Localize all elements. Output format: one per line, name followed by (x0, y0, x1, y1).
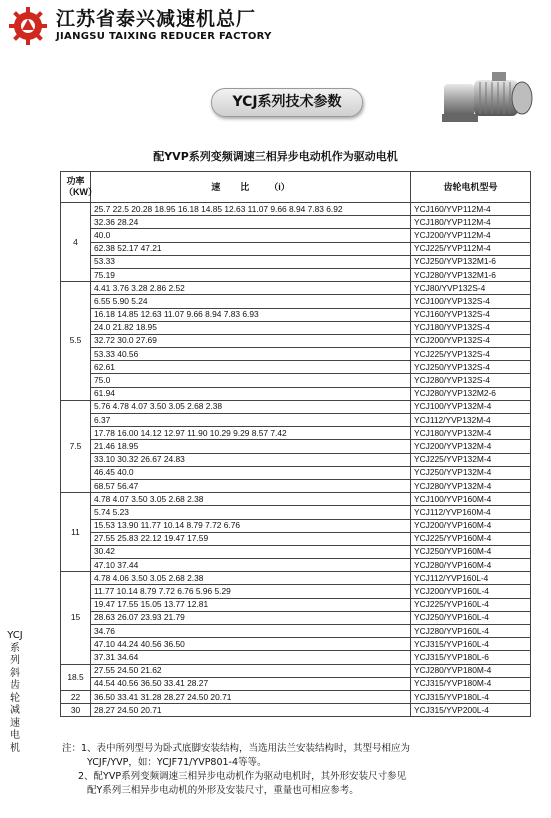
spec-table-body (61, 203, 531, 717)
model-cell: YCJ160/YVP112M-4 (411, 203, 531, 216)
power-cell: 7.5 (61, 400, 91, 492)
model-cell: YCJ280/YVP160L-4 (411, 625, 531, 638)
side-label-char: 斜 (10, 667, 20, 679)
ratio-cell: 47.10 37.44 (91, 559, 411, 572)
table-row (61, 361, 531, 374)
model-cell: YCJ225/YVP160M-4 (411, 532, 531, 545)
power-cell: 5.5 (61, 282, 91, 401)
side-label-char: 速 (10, 717, 20, 729)
table-row (61, 690, 531, 703)
table-row (61, 664, 531, 677)
table-row (61, 519, 531, 532)
model-cell: YCJ200/YVP132S-4 (411, 334, 531, 347)
ratio-cell: 28.27 24.50 20.71 (91, 704, 411, 717)
power-cell: 30 (61, 704, 91, 717)
table-row (61, 638, 531, 651)
ratio-cell: 32.72 30.0 27.69 (91, 334, 411, 347)
side-label-char: 列 (10, 655, 20, 666)
side-label-char: 机 (10, 742, 20, 754)
table-row (61, 559, 531, 572)
company-name-cn: 江苏省泰兴减速机总厂 (56, 8, 257, 30)
model-cell: YCJ200/YVP132M-4 (411, 440, 531, 453)
ratio-cell: 62.38 52.17 47.21 (91, 242, 411, 255)
table-row (61, 387, 531, 400)
table-row (61, 282, 531, 295)
table-row (61, 268, 531, 281)
ratio-cell: 53.33 40.56 (91, 348, 411, 361)
ratio-cell: 21.46 18.95 (91, 440, 411, 453)
model-cell: YCJ225/YVP132M-4 (411, 453, 531, 466)
note-2: 2、配YVP系列变频调速三相异步电动机作为驱动电机时，其外形安装尺寸参见 (78, 771, 407, 782)
ratio-cell: 15.53 13.90 11.77 10.14 8.79 7.72 6.76 (91, 519, 411, 532)
note-1: 注：1、表中所列型号为卧式底脚安装结构，当选用法兰安装结构时，其型号相应为 (62, 743, 411, 754)
ratio-header: 速 比 （i） (91, 172, 411, 203)
page-title: YCJ系列技术参数 (211, 88, 363, 117)
power-header (61, 172, 97, 203)
table-row (61, 479, 531, 492)
model-cell: YCJ250/YVP132S-4 (411, 361, 531, 374)
side-label-char: YCJ (7, 630, 23, 641)
power-cell: 4 (61, 203, 91, 282)
table-row (61, 229, 531, 242)
table-row (61, 677, 531, 690)
company-name-en: JIANGSU TAIXING REDUCER FACTORY (56, 31, 272, 42)
table-row (61, 414, 531, 427)
ratio-cell: 19.47 17.55 15.05 13.77 12.81 (91, 598, 411, 611)
model-cell: YCJ280/YVP132M1-6 (411, 268, 531, 281)
notes (62, 742, 542, 798)
table-row (61, 400, 531, 413)
table-row (61, 493, 531, 506)
table-row (61, 625, 531, 638)
table-subtitle: 配YVP系列变频调速三相异步电动机作为驱动电机 (153, 150, 398, 163)
side-label-char: 轮 (10, 692, 20, 704)
model-cell: YCJ112/YVP160M-4 (411, 506, 531, 519)
model-cell: YCJ160/YVP132S-4 (411, 308, 531, 321)
table-row (61, 321, 531, 334)
ratio-cell: 16.18 14.85 12.63 11.07 9.66 8.94 7.83 6.93 (91, 308, 411, 321)
ratio-cell: 24.0 21.82 18.95 (91, 321, 411, 334)
ratio-cell: 32.36 28.24 (91, 216, 411, 229)
model-cell: YCJ250/YVP160M-4 (411, 545, 531, 558)
table-row (61, 203, 531, 216)
ratio-cell: 47.10 44.24 40.56 36.50 (91, 638, 411, 651)
table-row (61, 585, 531, 598)
ratio-cell: 5.76 4.78 4.07 3.50 3.05 2.68 2.38 (91, 400, 411, 413)
ratio-cell: 37.31 34.64 (91, 651, 411, 664)
table-row (61, 466, 531, 479)
table-row (61, 242, 531, 255)
ratio-cell: 62.61 (91, 361, 411, 374)
model-cell: YCJ200/YVP160L-4 (411, 585, 531, 598)
side-label-char: 减 (10, 705, 20, 716)
ratio-cell: 46.45 40.0 (91, 466, 411, 479)
table-row (61, 453, 531, 466)
model-cell: YCJ250/YVP160L-4 (411, 611, 531, 624)
model-cell: YCJ250/YVP132M1-6 (411, 255, 531, 268)
model-cell: YCJ280/YVP180M-4 (411, 664, 531, 677)
side-label-char: 齿 (10, 680, 20, 691)
model-cell: YCJ250/YVP132M-4 (411, 466, 531, 479)
table-row (61, 572, 531, 585)
ratio-cell: 44.54 40.56 36.50 33.41 28.27 (91, 677, 411, 690)
ratio-cell: 27.55 24.50 21.62 (91, 664, 411, 677)
power-cell: 18.5 (61, 664, 91, 690)
ratio-cell: 28.63 26.07 23.93 21.79 (91, 611, 411, 624)
ratio-cell: 6.55 5.90 5.24 (91, 295, 411, 308)
table-row (61, 216, 531, 229)
model-cell: YCJ180/YVP132S-4 (411, 321, 531, 334)
table-row (61, 532, 531, 545)
model-cell: YCJ100/YVP132S-4 (411, 295, 531, 308)
model-cell: YCJ112/YVP132M-4 (411, 414, 531, 427)
table-row (61, 506, 531, 519)
ratio-cell: 75.19 (91, 268, 411, 281)
model-cell: YCJ225/YVP112M-4 (411, 242, 531, 255)
table-row (61, 334, 531, 347)
ratio-cell: 4.41 3.76 3.28 2.86 2.52 (91, 282, 411, 295)
ratio-cell: 33.10 30.32 26.67 24.83 (91, 453, 411, 466)
model-cell: YCJ80/YVP132S-4 (411, 282, 531, 295)
note-2-cont: 配Y系列三相异步电动机的外形及安装尺寸，重量也可相应参考。 (87, 785, 359, 796)
power-cell: 15 (61, 572, 91, 664)
model-cell: YCJ315/YVP180M-4 (411, 677, 531, 690)
ratio-cell: 5.74 5.23 (91, 506, 411, 519)
model-cell: YCJ280/YVP132M2-6 (411, 387, 531, 400)
ratio-cell: 30.42 (91, 545, 411, 558)
table-row (61, 611, 531, 624)
model-cell: YCJ280/YVP132S-4 (411, 374, 531, 387)
side-series-label (4, 630, 26, 755)
ratio-cell: 61.94 (91, 387, 411, 400)
model-cell: YCJ315/YVP180L-4 (411, 690, 531, 703)
gear-motor-image (440, 66, 540, 128)
ratio-cell: 27.55 25.83 22.12 19.47 17.59 (91, 532, 411, 545)
model-header: 齿轮电机型号 (411, 172, 531, 203)
ratio-cell: 4.78 4.07 3.50 3.05 2.68 2.38 (91, 493, 411, 506)
ratio-cell: 53.33 (91, 255, 411, 268)
company-logo (8, 6, 48, 46)
table-row (61, 295, 531, 308)
power-cell: 11 (61, 493, 91, 572)
model-cell: YCJ280/YVP132M-4 (411, 479, 531, 492)
table-row (61, 308, 531, 321)
power-header-unit: （KW） (64, 187, 97, 197)
model-cell: YCJ225/YVP160L-4 (411, 598, 531, 611)
table-row (61, 440, 531, 453)
ratio-cell: 11.77 10.14 8.79 7.72 6.76 5.96 5.29 (91, 585, 411, 598)
model-cell: YCJ112/YVP160L-4 (411, 572, 531, 585)
ratio-cell: 40.0 (91, 229, 411, 242)
ratio-cell: 6.37 (91, 414, 411, 427)
ratio-cell: 68.57 56.47 (91, 479, 411, 492)
table-row (61, 255, 531, 268)
power-cell: 22 (61, 690, 91, 703)
model-cell: YCJ280/YVP160M-4 (411, 559, 531, 572)
side-label-char: 系 (10, 642, 20, 654)
model-cell: YCJ315/YVP180L-6 (411, 651, 531, 664)
ratio-cell: 25.7 22.5 20.28 18.95 16.18 14.85 12.63 11.07 9.66 8.94 7.83 6.92 (91, 203, 411, 216)
model-cell: YCJ315/YVP200L-4 (411, 704, 531, 717)
table-row (61, 348, 531, 361)
ratio-cell: 36.50 33.41 31.28 28.27 24.50 20.71 (91, 690, 411, 703)
spec-table (60, 171, 531, 717)
table-header-row (61, 172, 531, 203)
power-header-label: 功率 (66, 176, 85, 186)
side-label-char: 电 (10, 730, 20, 741)
ratio-cell: 17.78 16.00 14.12 12.97 11.90 10.29 9.29 8.57 7.42 (91, 427, 411, 440)
note-1-cont: YCJF/YVP，如：YCJF71/YVP801-4等等。 (87, 757, 267, 768)
model-cell: YCJ100/YVP132M-4 (411, 400, 531, 413)
model-cell: YCJ200/YVP160M-4 (411, 519, 531, 532)
ratio-cell: 34.76 (91, 625, 411, 638)
table-row (61, 374, 531, 387)
table-row (61, 704, 531, 717)
model-cell: YCJ180/YVP112M-4 (411, 216, 531, 229)
ratio-cell: 75.0 (91, 374, 411, 387)
model-cell: YCJ225/YVP132S-4 (411, 348, 531, 361)
model-cell: YCJ100/YVP160M-4 (411, 493, 531, 506)
table-row (61, 598, 531, 611)
model-cell: YCJ180/YVP132M-4 (411, 427, 531, 440)
table-row (61, 545, 531, 558)
model-cell: YCJ315/YVP160L-4 (411, 638, 531, 651)
table-row (61, 427, 531, 440)
model-cell: YCJ200/YVP112M-4 (411, 229, 531, 242)
table-row (61, 651, 531, 664)
ratio-cell: 4.78 4.06 3.50 3.05 2.68 2.38 (91, 572, 411, 585)
